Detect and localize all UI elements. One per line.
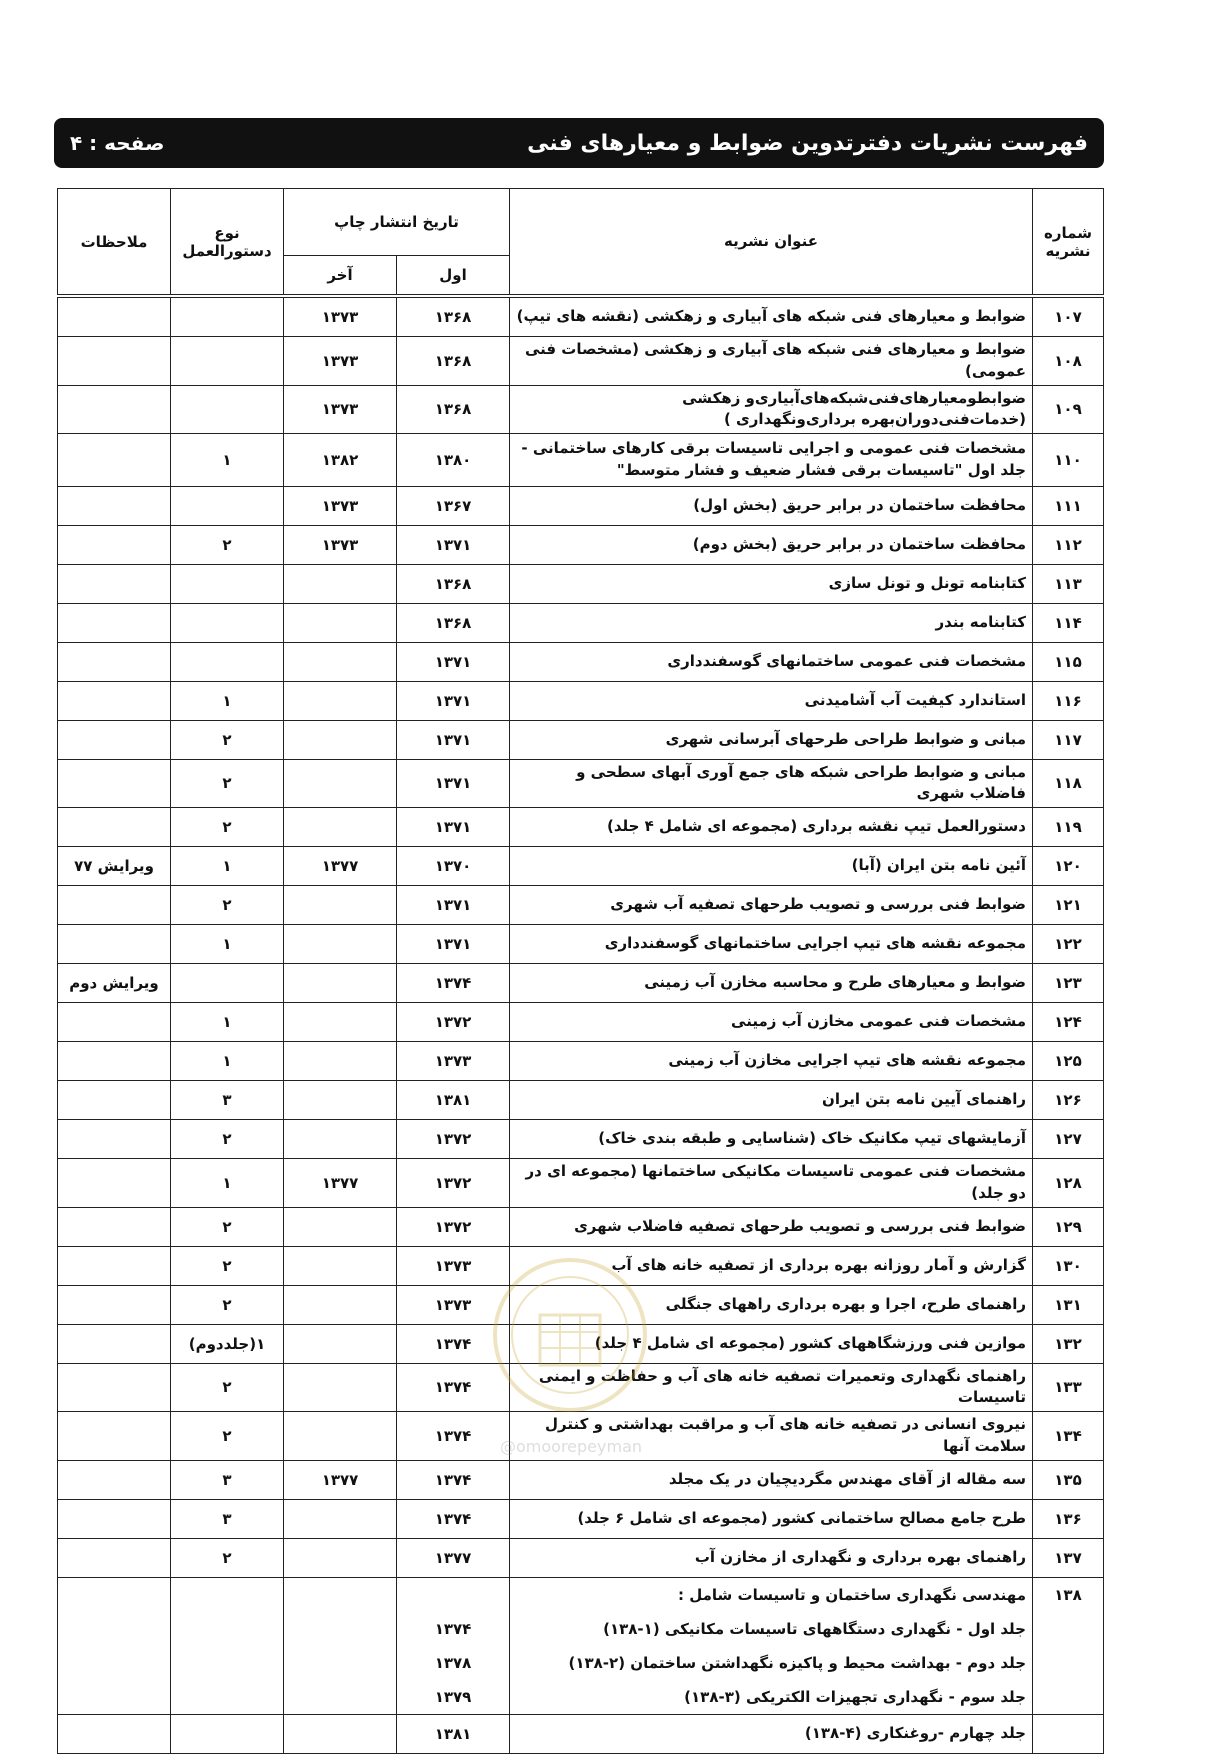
- row-last-edition: ۱۳۷۳: [284, 525, 397, 564]
- row-last-edition: [284, 1081, 397, 1120]
- table-row: [58, 642, 1104, 681]
- row-last-edition: [284, 564, 397, 603]
- row-title: موازین فنی ورزشگاههای کشور (مجموعه ای شامل ۴ جلد): [510, 1324, 1033, 1363]
- table-row: [58, 525, 1104, 564]
- row-notes: [58, 808, 171, 847]
- row-number: ۱۱۰: [1033, 434, 1104, 487]
- header-first-edition: اول: [397, 256, 510, 297]
- row-title: راهنمای طرح، اجرا و بهره برداری راههای جنگلی: [510, 1285, 1033, 1324]
- row-title: سه مقاله از آقای مهندس مگردیچیان در یک مجلد: [510, 1460, 1033, 1499]
- table-row: [58, 337, 1104, 386]
- page-header-banner: [54, 118, 1104, 168]
- row-first-edition: ۱۳۷۴: [397, 1324, 510, 1363]
- row-notes: [58, 1714, 171, 1753]
- row-first-edition: ۱۳۶۸: [397, 564, 510, 603]
- row-first-edition: ۱۳۶۸: [397, 296, 510, 337]
- row-first-edition: ۱۳۷۳: [397, 1042, 510, 1081]
- row-first-edition: ۱۳۷۲: [397, 1159, 510, 1208]
- row-type: [171, 1577, 284, 1714]
- row-first-edition: ۱۳۷۱: [397, 886, 510, 925]
- row-number: ۱۱۱: [1033, 486, 1104, 525]
- table-row: [58, 1246, 1104, 1285]
- row-last-edition: [284, 1714, 397, 1753]
- row-number: ۱۳۶: [1033, 1499, 1104, 1538]
- row-title: ضوابط و معیارهای طرح و محاسبه مخازن آب زمینی: [510, 964, 1033, 1003]
- row-number: ۱۲۹: [1033, 1207, 1104, 1246]
- row-title: طرح جامع مصالح ساختمانی کشور (مجموعه ای شامل ۶ جلد): [510, 1499, 1033, 1538]
- row-last-edition: [284, 681, 397, 720]
- table-row: [58, 847, 1104, 886]
- row-type: ۲: [171, 886, 284, 925]
- volume-year: ۱۳۷۴: [434, 1619, 472, 1638]
- table-row: [58, 296, 1104, 337]
- row-title: ضوابط و معیارهای فنی شبکه های آبیاری و زهکشی (مشخصات فنی عمومی): [510, 337, 1033, 386]
- row-notes: [58, 1412, 171, 1461]
- row-first-edition: ۱۳۷۰: [397, 847, 510, 886]
- table-row: [58, 1159, 1104, 1208]
- row-title: استاندارد کیفیت آب آشامیدنی: [510, 681, 1033, 720]
- row-notes: [58, 1207, 171, 1246]
- table-row: [58, 603, 1104, 642]
- row-first-edition: ۱۳۷۱: [397, 525, 510, 564]
- row-last-edition: ۱۳۷۳: [284, 337, 397, 386]
- row-notes: [58, 1324, 171, 1363]
- row-last-edition: ۱۳۷۷: [284, 847, 397, 886]
- row-notes: [58, 1042, 171, 1081]
- table-row: [58, 1538, 1104, 1577]
- document-title: فهرست نشریات دفترتدوین ضوابط و معیارهای فنی: [527, 130, 1088, 156]
- row-title: مشخصات فنی عمومی ساختمانهای گوسفندداری: [510, 642, 1033, 681]
- table-row: [58, 1042, 1104, 1081]
- table-row: [58, 925, 1104, 964]
- row-last-edition: ۱۳۷۷: [284, 1159, 397, 1208]
- row-type: ۲: [171, 1363, 284, 1412]
- row-number: ۱۱۵: [1033, 642, 1104, 681]
- row-title: محافظت ساختمان در برابر حریق (بخش اول): [510, 486, 1033, 525]
- row-title: مجموعه نقشه های تیپ اجرایی مخازن آب زمینی: [510, 1042, 1033, 1081]
- row-type: ۲: [171, 1246, 284, 1285]
- row-notes: [58, 385, 171, 434]
- row-notes: [58, 1577, 171, 1714]
- row-notes: [58, 759, 171, 808]
- table-row: [58, 1714, 1104, 1753]
- row-type: ۲: [171, 525, 284, 564]
- row-number: ۱۳۴: [1033, 1412, 1104, 1461]
- row-title: محافظت ساختمان در برابر حریق (بخش دوم): [510, 525, 1033, 564]
- row-type: ۲: [171, 720, 284, 759]
- row-number: ۱۲۳: [1033, 964, 1104, 1003]
- table-row: [58, 720, 1104, 759]
- row-last-edition: [284, 1363, 397, 1412]
- row-title: مجموعه نقشه های تیپ اجرایی ساختمانهای گوسفندداری: [510, 925, 1033, 964]
- row-type: ۲: [171, 1120, 284, 1159]
- row-type: ۱(جلددوم): [171, 1324, 284, 1363]
- row-type: ۱: [171, 1003, 284, 1042]
- row-type: [171, 385, 284, 434]
- row-title: جلد چهارم -روغنکاری (۴-۱۳۸): [510, 1714, 1033, 1753]
- row-first-edition: ۱۳۸۱: [397, 1081, 510, 1120]
- row-title: ضوابطومعیارهای‌فنی‌شبکه‌های‌آبیاری‌و زهکشی (خدمات‌فنی‌دوران‌بهره برداری‌ونگهداری ): [510, 385, 1033, 434]
- row-last-edition: [284, 759, 397, 808]
- row-last-edition: [284, 964, 397, 1003]
- table-row: [58, 1120, 1104, 1159]
- row-type: ۲: [171, 1207, 284, 1246]
- table-row: [58, 385, 1104, 434]
- row-last-edition: [284, 1412, 397, 1461]
- row-first-edition: ۱۳۷۴: [397, 1363, 510, 1412]
- row-title: دستورالعمل تیپ نقشه برداری (مجموعه ای شامل ۴ جلد): [510, 808, 1033, 847]
- row-notes: [58, 681, 171, 720]
- row-title: مبانی و ضوابط طراحی شبکه های جمع آوری آبهای سطحی و فاضلاب شهری: [510, 759, 1033, 808]
- row-title: راهنمای آیین نامه بتن ایران: [510, 1081, 1033, 1120]
- row-title: مشخصات فنی عمومی و اجرایی تاسیسات برقی کارهای ساختمانی - جلد اول "تاسیسات برقی فشار ضعیف و فشار متوسط": [510, 434, 1033, 487]
- row-notes: [58, 1499, 171, 1538]
- row-last-edition: [284, 1324, 397, 1363]
- row-notes: [58, 925, 171, 964]
- page-number: صفحه : ۴: [70, 131, 165, 155]
- row-number: ۱۱۷: [1033, 720, 1104, 759]
- row-title: گزارش و آمار روزانه بهره برداری از تصفیه خانه های آب: [510, 1246, 1033, 1285]
- row-title: ضوابط فنی بررسی و تصویب طرحهای تصفیه آب شهری: [510, 886, 1033, 925]
- table-row: [58, 808, 1104, 847]
- row-first-edition: ۱۳۸۱: [397, 1714, 510, 1753]
- row-notes: [58, 720, 171, 759]
- row-notes: [58, 337, 171, 386]
- row-number: ۱۲۲: [1033, 925, 1104, 964]
- row-type: ۱: [171, 1159, 284, 1208]
- row-notes: [58, 1159, 171, 1208]
- row-last-edition: ۱۳۷۷: [284, 1460, 397, 1499]
- row-first-edition: ۱۳۷۲: [397, 1003, 510, 1042]
- row-number: ۱۲۸: [1033, 1159, 1104, 1208]
- row-first-edition: ۱۳۷۳: [397, 1285, 510, 1324]
- row-title: ضوابط فنی بررسی و تصویب طرحهای تصفیه فاضلاب شهری: [510, 1207, 1033, 1246]
- row-first-edition: ۱۳۷۴: [397, 1412, 510, 1461]
- row-last-edition: ۱۳۷۳: [284, 385, 397, 434]
- row-number: ۱۳۰: [1033, 1246, 1104, 1285]
- row-last-edition: [284, 1120, 397, 1159]
- row-title: [510, 1577, 1033, 1714]
- row-title: آزمایشهای تیپ مکانیک خاک (شناسایی و طبقه بندی خاک): [510, 1120, 1033, 1159]
- row-number: ۱۳۳: [1033, 1363, 1104, 1412]
- row-first-edition: ۱۳۶۷: [397, 486, 510, 525]
- table-row: [58, 681, 1104, 720]
- header-last-edition: آخر: [284, 256, 397, 297]
- volume-title: جلد دوم - بهداشت محیط و پاکیزه نگهداشتن ساختمان (۲-۱۳۸): [568, 1653, 1026, 1672]
- row-number: ۱۳۱: [1033, 1285, 1104, 1324]
- row-number: ۱۳۲: [1033, 1324, 1104, 1363]
- row-notes: [58, 525, 171, 564]
- row-last-edition: [284, 1499, 397, 1538]
- row-title: کتابنامه بندر: [510, 603, 1033, 642]
- row-last-edition: [284, 1577, 397, 1714]
- table-row: [58, 1003, 1104, 1042]
- row-first-edition: ۱۳۷۳: [397, 1246, 510, 1285]
- row-last-edition: [284, 1246, 397, 1285]
- row-first-edition: ۱۳۷۷: [397, 1538, 510, 1577]
- table-row: [58, 964, 1104, 1003]
- row-number: ۱۱۴: [1033, 603, 1104, 642]
- row-notes: [58, 1003, 171, 1042]
- row-number: ۱۲۴: [1033, 1003, 1104, 1042]
- row-first-edition: [397, 1577, 510, 1714]
- row-number: ۱۳۵: [1033, 1460, 1104, 1499]
- header-number: شماره نشریه: [1033, 189, 1104, 297]
- table-row: [58, 1324, 1104, 1363]
- row-type: [171, 1714, 284, 1753]
- watermark-text: @omoorepeyman: [500, 1437, 643, 1456]
- row-notes: [58, 434, 171, 487]
- row-first-edition: ۱۳۷۱: [397, 642, 510, 681]
- row-last-edition: [284, 925, 397, 964]
- row-first-edition: ۱۳۶۸: [397, 603, 510, 642]
- row-number: ۱۲۵: [1033, 1042, 1104, 1081]
- row-first-edition: ۱۳۷۱: [397, 720, 510, 759]
- row-last-edition: [284, 886, 397, 925]
- row-last-edition: [284, 1285, 397, 1324]
- row-type: ۱: [171, 925, 284, 964]
- row-number: ۱۱۳: [1033, 564, 1104, 603]
- row-number: ۱۰۸: [1033, 337, 1104, 386]
- row-notes: [58, 1285, 171, 1324]
- row-number: ۱۲۰: [1033, 847, 1104, 886]
- table-body: [58, 296, 1104, 1753]
- table-row: [58, 1577, 1104, 1714]
- header-title: عنوان نشریه: [510, 189, 1033, 297]
- row-number: ۱۲۱: [1033, 886, 1104, 925]
- publications-table: [57, 188, 1104, 1754]
- row-notes: [58, 603, 171, 642]
- row-notes: [58, 642, 171, 681]
- row-title: راهنمای نگهداری وتعمیرات تصفیه خانه های آب و حفاظت و ایمنی تاسیسات: [510, 1363, 1033, 1412]
- row-last-edition: ۱۳۸۲: [284, 434, 397, 487]
- row-type: ۲: [171, 1538, 284, 1577]
- row-first-edition: ۱۳۶۸: [397, 337, 510, 386]
- row-type: ۲: [171, 808, 284, 847]
- row-last-edition: [284, 1207, 397, 1246]
- row-notes: [58, 486, 171, 525]
- row-number: ۱۱۹: [1033, 808, 1104, 847]
- row-notes: ویرایش ۷۷: [58, 847, 171, 886]
- row-first-edition: ۱۳۷۴: [397, 1499, 510, 1538]
- row-first-edition: ۱۳۷۱: [397, 681, 510, 720]
- row-first-edition: ۱۳۷۱: [397, 808, 510, 847]
- row-type: ۳: [171, 1460, 284, 1499]
- row-type: [171, 296, 284, 337]
- row-type: [171, 564, 284, 603]
- row-type: [171, 964, 284, 1003]
- row-notes: [58, 296, 171, 337]
- volume-title: جلد اول - نگهداری دستگاههای تاسیسات مکانیکی (۱-۱۳۸): [603, 1619, 1026, 1638]
- table-row: [58, 564, 1104, 603]
- header-notes: ملاحظات: [58, 189, 171, 297]
- row-type: ۲: [171, 1285, 284, 1324]
- table-row: [58, 759, 1104, 808]
- row-title: مشخصات فنی عمومی تاسیسات مکانیکی ساختمانها (مجموعه ای در دو جلد): [510, 1159, 1033, 1208]
- row-type: ۱: [171, 1042, 284, 1081]
- row-title: آئین نامه بتن ایران (آبا): [510, 847, 1033, 886]
- row-title: نیروی انسانی در تصفیه خانه های آب و مراقبت بهداشتی و کنترل سلامت آنها: [510, 1412, 1033, 1461]
- row-first-edition: ۱۳۷۲: [397, 1120, 510, 1159]
- table-row: [58, 486, 1104, 525]
- row-type: [171, 337, 284, 386]
- row-last-edition: [284, 808, 397, 847]
- row-number: ۱۱۶: [1033, 681, 1104, 720]
- row-type: [171, 603, 284, 642]
- row-last-edition: ۱۳۷۳: [284, 486, 397, 525]
- row-last-edition: ۱۳۷۳: [284, 296, 397, 337]
- row-notes: [58, 1081, 171, 1120]
- row-last-edition: [284, 1538, 397, 1577]
- row-title: ضوابط و معیارهای فنی شبکه های آبیاری و زهکشی (نقشه های تیپ): [510, 296, 1033, 337]
- row-notes: [58, 1246, 171, 1285]
- row-type: ۱: [171, 847, 284, 886]
- row-type: ۱: [171, 434, 284, 487]
- header-date-group: تاریخ انتشار چاپ: [284, 189, 510, 256]
- row-number: ۱۰۷: [1033, 296, 1104, 337]
- table-row: [58, 1081, 1104, 1120]
- table-row: [58, 886, 1104, 925]
- volume-heading: مهندسی نگهداری ساختمان و تاسیسات شامل :: [678, 1585, 1026, 1604]
- row-last-edition: [284, 720, 397, 759]
- row-last-edition: [284, 1003, 397, 1042]
- row-type: [171, 642, 284, 681]
- row-number: ۱۲۷: [1033, 1120, 1104, 1159]
- volume-year: ۱۳۷۸: [434, 1653, 472, 1672]
- row-first-edition: ۱۳۷۱: [397, 759, 510, 808]
- volume-year: ۱۳۷۹: [434, 1687, 472, 1706]
- row-last-edition: [284, 603, 397, 642]
- row-notes: [58, 1460, 171, 1499]
- table-row: [58, 1207, 1104, 1246]
- row-notes: [58, 886, 171, 925]
- row-first-edition: ۱۳۷۴: [397, 964, 510, 1003]
- row-number: ۱۱۸: [1033, 759, 1104, 808]
- row-notes: [58, 1363, 171, 1412]
- row-first-edition: ۱۳۸۰: [397, 434, 510, 487]
- row-first-edition: ۱۳۶۸: [397, 385, 510, 434]
- row-type: ۳: [171, 1081, 284, 1120]
- row-number: ۱۲۶: [1033, 1081, 1104, 1120]
- row-type: [171, 486, 284, 525]
- row-type: ۲: [171, 759, 284, 808]
- row-number: [1033, 1714, 1104, 1753]
- row-title: کتابنامه تونل و تونل سازی: [510, 564, 1033, 603]
- row-type: ۱: [171, 681, 284, 720]
- header-type: نوع دستورالعمل: [171, 189, 284, 297]
- table-row: [58, 1285, 1104, 1324]
- table-row: [58, 1499, 1104, 1538]
- row-notes: [58, 1538, 171, 1577]
- table-row: [58, 434, 1104, 487]
- volume-title: جلد سوم - نگهداری تجهیزات الکتریکی (۳-۱۳۸): [684, 1687, 1026, 1706]
- row-notes: [58, 564, 171, 603]
- row-number: ۱۳۸: [1033, 1577, 1104, 1714]
- row-type: ۳: [171, 1499, 284, 1538]
- row-number: ۱۰۹: [1033, 385, 1104, 434]
- row-title: راهنمای بهره برداری و نگهداری از مخازن آب: [510, 1538, 1033, 1577]
- row-last-edition: [284, 642, 397, 681]
- row-type: ۲: [171, 1412, 284, 1461]
- row-first-edition: ۱۳۷۱: [397, 925, 510, 964]
- row-title: مشخصات فنی عمومی مخازن آب زمینی: [510, 1003, 1033, 1042]
- row-notes: ویرایش دوم: [58, 964, 171, 1003]
- row-first-edition: ۱۳۷۴: [397, 1460, 510, 1499]
- row-first-edition: ۱۳۷۲: [397, 1207, 510, 1246]
- row-last-edition: [284, 1042, 397, 1081]
- table-row: [58, 1460, 1104, 1499]
- row-title: مبانی و ضوابط طراحی طرحهای آبرسانی شهری: [510, 720, 1033, 759]
- table-row: [58, 1363, 1104, 1412]
- row-number: ۱۳۷: [1033, 1538, 1104, 1577]
- row-notes: [58, 1120, 171, 1159]
- row-number: ۱۱۲: [1033, 525, 1104, 564]
- table-row: [58, 1412, 1104, 1461]
